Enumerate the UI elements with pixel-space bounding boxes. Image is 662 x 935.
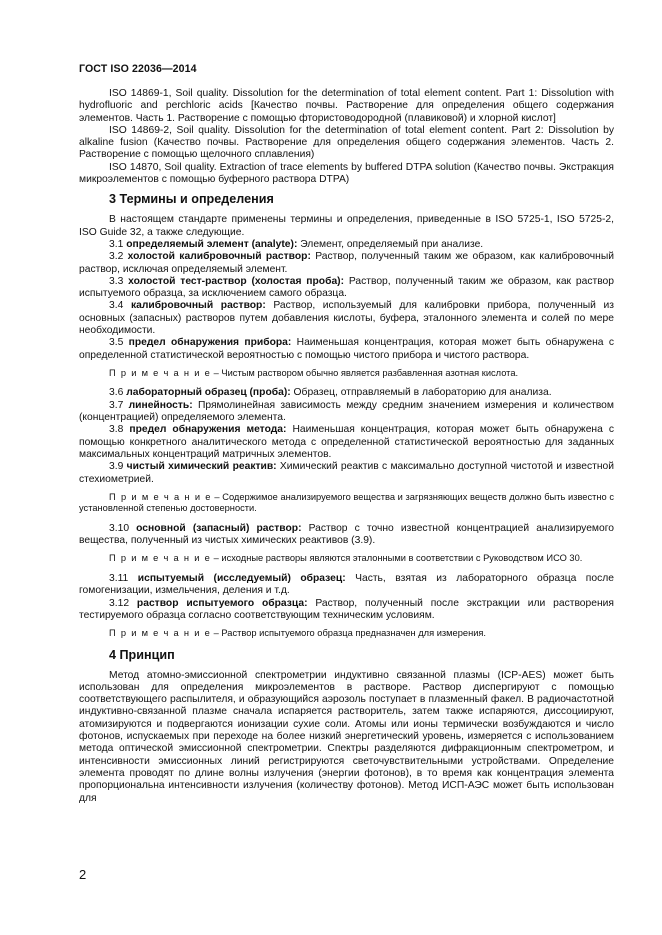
note-4: П р и м е ч а н и е – Раствор испытуемого образца предназначен для измерения.	[109, 628, 487, 639]
term-3-8: 3.8 предел обнаружения метода: Наименьшая концентрация, которая может быть обнаружена с помощью конкретного аналитического метода с определенной статистической вероятностью для заданных максимальных концентраций матричных элементов.	[79, 424, 614, 460]
note-3: П р и м е ч а н и е – исходные растворы являются эталонными в соответствии с Руководством ИСО 30.	[109, 553, 583, 564]
term-name: испытуемый (исследуемый) образец:	[137, 572, 346, 584]
term-3-4: 3.4 калибровочный раствор: Раствор, используемый для калибровки прибора, полученный из основных (запасных) растворов путем добавления кислоты, буфера, эталонного элемента и солей по мере необходимости.	[79, 300, 614, 337]
term-name: основной (запасный) раствор:	[136, 522, 302, 534]
reference-item: ISO 14870, Soil quality. Extraction of trace elements by buffered DTPA solution (Качество почвы. Экстракция микроэлементов с помощью буферного раствора DTPA)	[79, 161, 614, 186]
note-label: П р и м е ч а н и е	[109, 553, 212, 564]
term-name: определяемый элемент (analyte):	[126, 238, 298, 250]
note-label: П р и м е ч а н и е	[109, 491, 212, 502]
section-4-heading: 4 Принцип	[109, 647, 175, 662]
term-name: калибровочный раствор:	[130, 300, 266, 312]
section-3-heading: 3 Термины и определения	[109, 192, 274, 207]
section-4-text: Метод атомно-эмиссионной спектрометрии индуктивно связанной плазмы (ICP-AES) может быть использован для определения микроэлементов в растворе. Раствор диспергируют с помощью соответствующего распылителя, и образующийся аэрозоль поступает в плазменный факел. В радиочастотной индуктивно-связанной плазме сначала испаряется растворитель, затем также испаряются, диссоциируют, атомизируются и подвергаются ионизации сухие соли. Атомы или ионы термически возбуждаются и число фотонов, испускаемых при переходе на более низкий энергетический уровень, измеряется с использованием метода оптической эмиссионной спектрометрии. Спектры разделяются дифракционным спектрометром, и интенсивности эмиссионных линий регистрируются светочувствительными устройствами. Определение элемента проводят по длине волны излучения (энергии фотонов), в то время как концентрация элемента пропорциональна интенсивности излучения (количеству фотонов). Метод ИСП-АЭС может быть использован для	[79, 669, 614, 804]
reference-item: ISO 14869-1, Soil quality. Dissolution for the determination of total element content. Part 1: Dissolution with hydrofluoric and perchloric acids [Качество почвы. Растворение для определения общего содержания элементов. Часть 1. Растворение с помощью фтористоводородной (плавиковой) и хлорной кислот]	[79, 88, 614, 124]
term-name: лабораторный образец (проба):	[126, 387, 291, 399]
term-3-9: 3.9 чистый химический реактив: Химический реактив с максимально доступной чистотой и известной стехиометрией.	[79, 461, 614, 485]
term-3-11: 3.11 испытуемый (исследуемый) образец: Часть, взятая из лабораторного образца после гомогенизации, измельчения, деления и т.д.	[79, 572, 614, 597]
note-label: П р и м е ч а н и е	[109, 628, 212, 639]
term-name: линейность:	[128, 399, 193, 411]
term-3-6: 3.6 лабораторный образец (проба): Образец, отправляемый в лабораторию для анализа.	[109, 387, 552, 399]
note-label: П р и м е ч а н и е	[109, 367, 212, 378]
reference-item: ISO 14869-2, Soil quality. Dissolution for the determination of total element content. Part 2: Dissolution by alkaline fusion (Качество почвы. Растворение для определения общего содержания элементов. Часть 2. Растворение с помощью щелочного сплавления)	[79, 124, 614, 161]
term-3-7: 3.7 линейность: Прямолинейная зависимость между средним значением измерения и количеством (концентрацией) определяемого элемента.	[79, 399, 614, 424]
term-name: предел обнаружения метода:	[129, 424, 287, 436]
note-1: П р и м е ч а н и е – Чистым раствором обычно является разбавленная азотная кислота.	[109, 367, 519, 378]
section-3-intro: В настоящем стандарте применены термины и определения, приведенные в ISO 5725-1, ISO 5725-2, ISO Guide 32, а также следующие.	[79, 214, 614, 238]
page-number: 2	[79, 867, 87, 882]
term-3-12: 3.12 раствор испытуемого образца: Раствор, полученный после экстракции или растворения тестируемого образца согласно соответствующим техническим условиям.	[79, 597, 614, 621]
document-header: ГОСТ ISO 22036—2014	[79, 63, 197, 75]
term-name: чистый химический реактив:	[126, 461, 277, 473]
term-3-10: 3.10 основной (запасный) раствор: Раствор с точно известной концентрацией анализируемого вещества, полученный из чистых химических реактивов (3.9).	[79, 522, 614, 547]
term-3-3: 3.3 холостой тест-раствор (холостая проба): Раствор, полученный таким же образом, как раствор испытуемого образца, за исключением самого образца.	[79, 275, 614, 300]
term-3-1: 3.1 определяемый элемент (analyte): Элемент, определяемый при анализе.	[109, 238, 484, 250]
note-2: П р и м е ч а н и е – Содержимое анализируемого вещества и загрязняющих веществ должно быть известно с установленной степенью достоверности.	[79, 491, 614, 514]
term-3-5: 3.5 предел обнаружения прибора: Наименьшая концентрация, которая может быть обнаружена с определенной статистической вероятностью с помощью чистого прибора и чистого раствора.	[79, 337, 614, 361]
term-name: раствор испытуемого образца:	[136, 597, 308, 609]
term-name: холостой тест-раствор (холостая проба):	[128, 275, 345, 287]
document-body	[79, 88, 614, 805]
term-3-2: 3.2 холостой калибровочный раствор: Раствор, полученный таким же образом, как калибровочный раствор, исключая определяемый элемент.	[79, 251, 614, 275]
term-name: холостой калибровочный раствор:	[127, 251, 311, 263]
term-name: предел обнаружения прибора:	[128, 337, 292, 349]
